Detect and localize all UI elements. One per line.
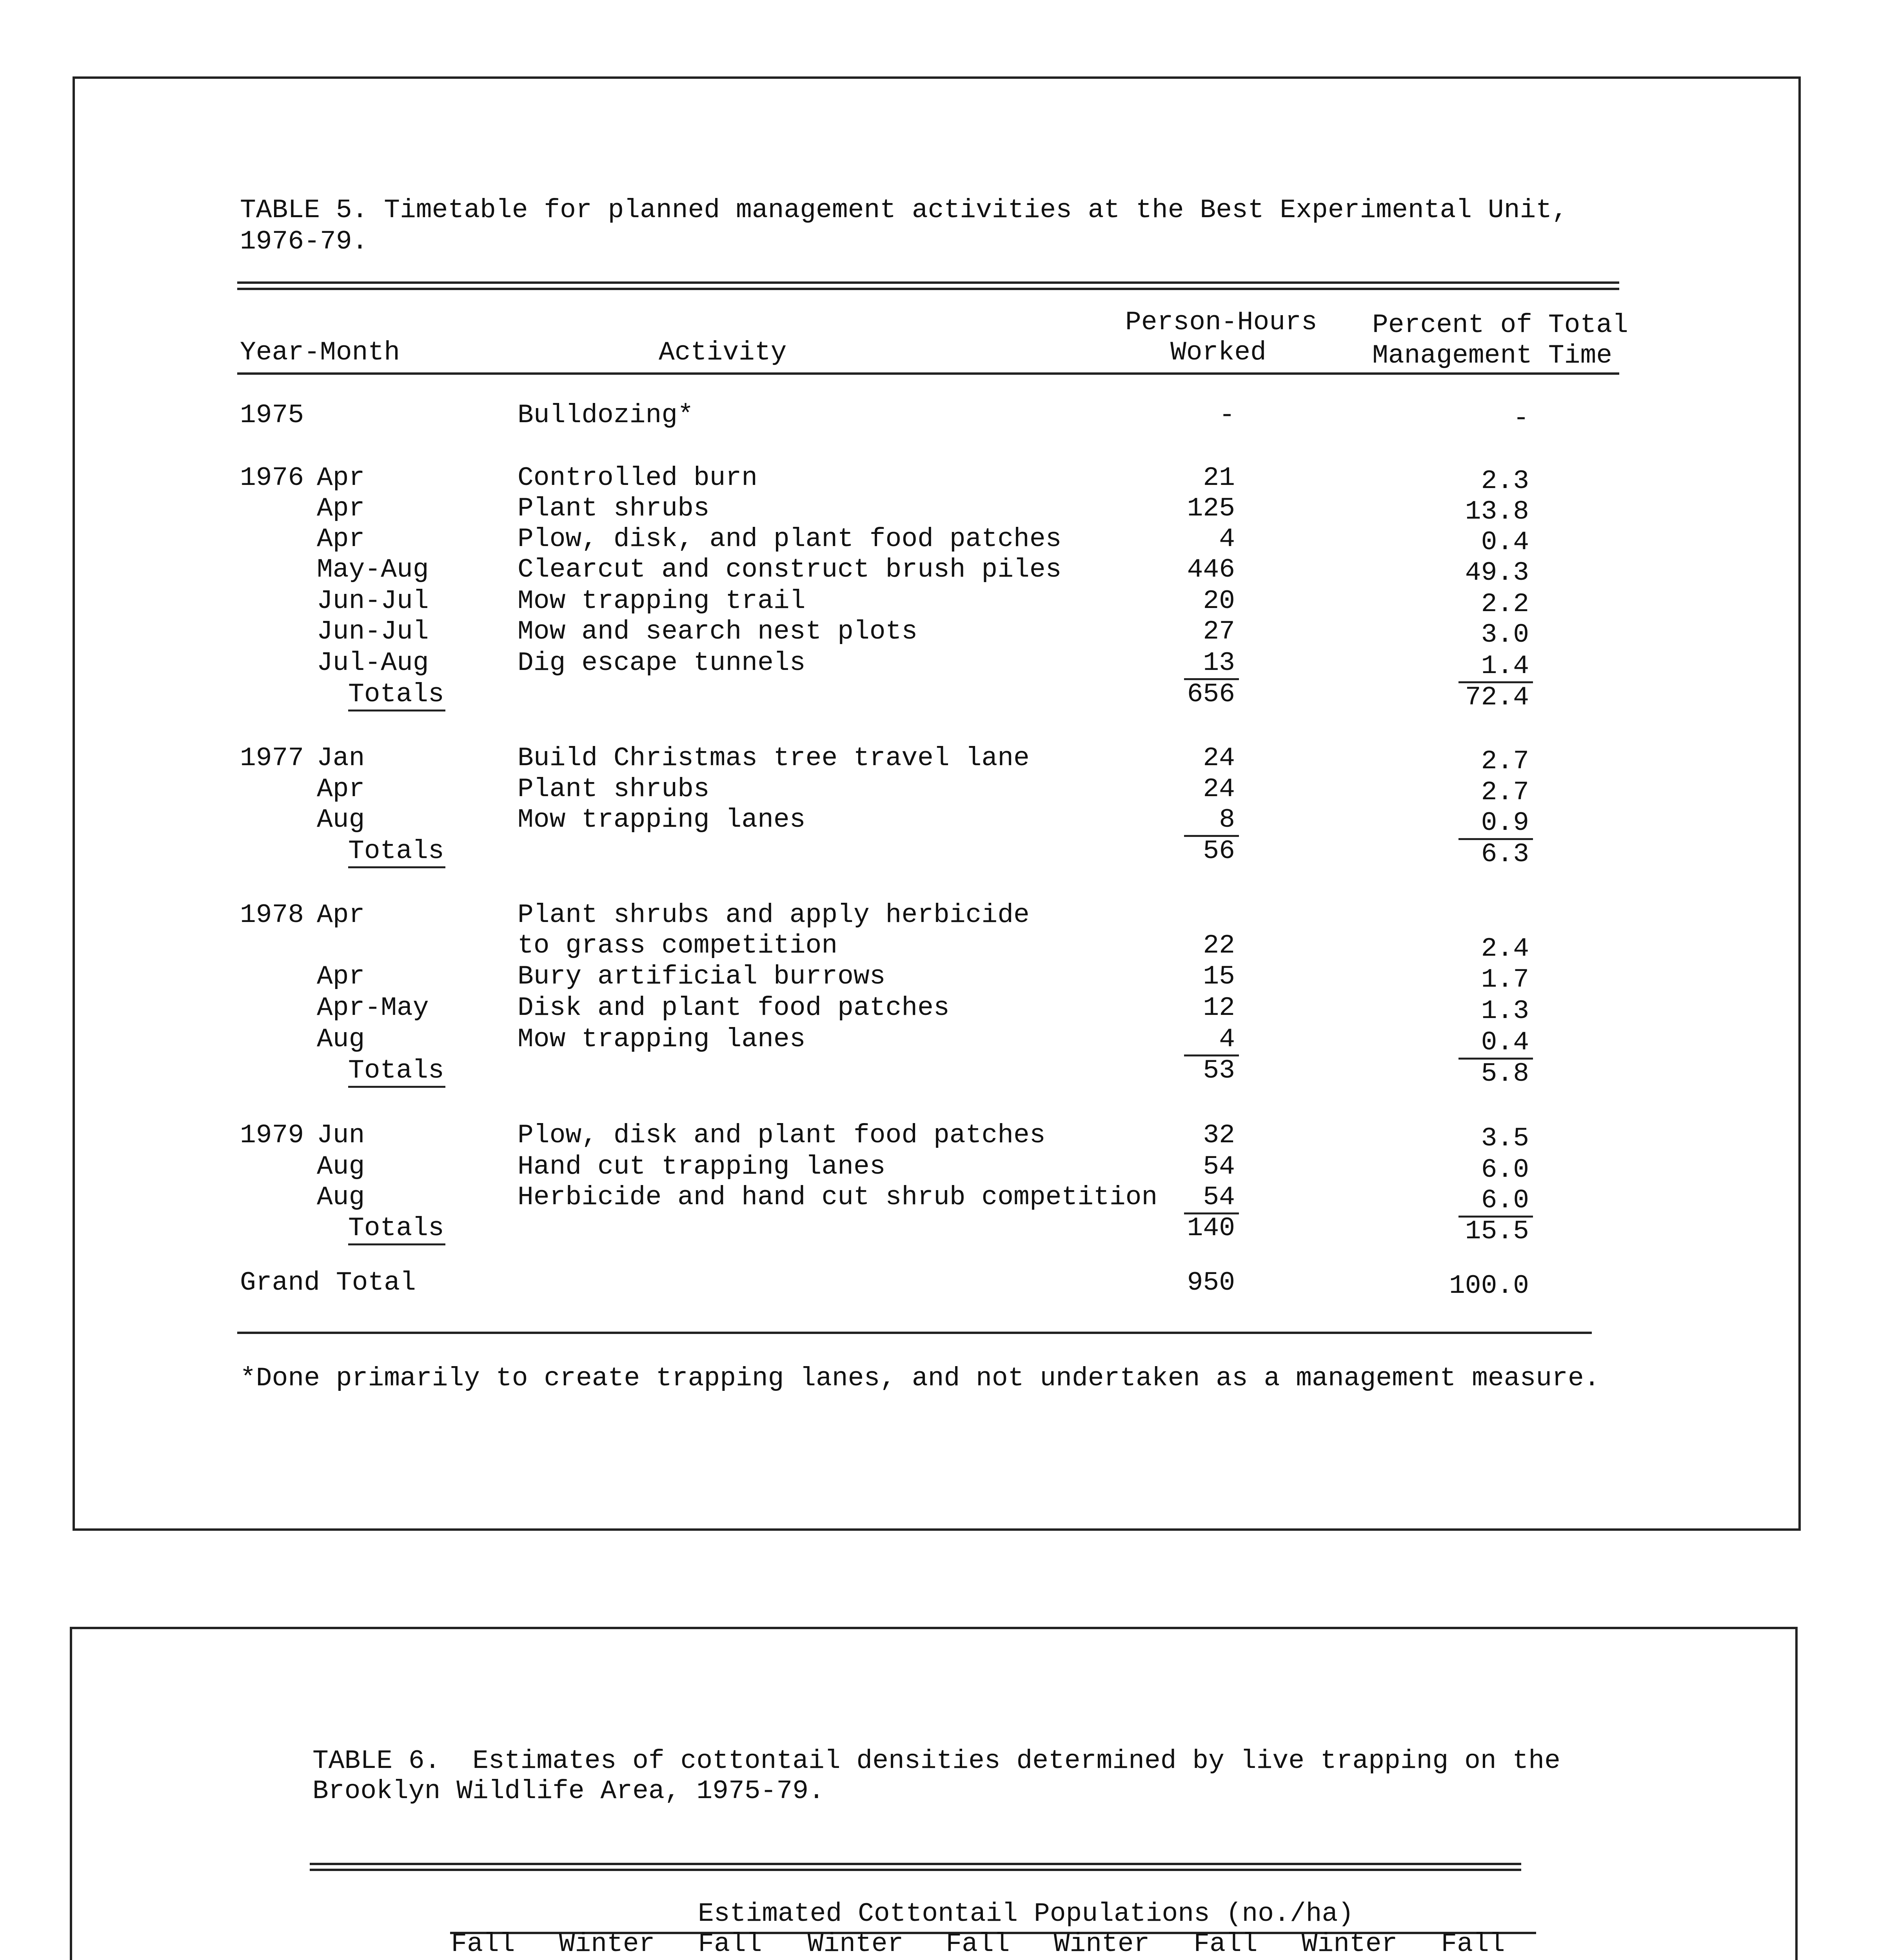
table5-pct: -	[1513, 403, 1529, 434]
table5-month: Apr	[317, 962, 365, 992]
table5-footnote: *Done primarily to create trapping lanes, and not undertaken as a management measure.	[240, 1363, 1600, 1394]
table6-caption-line2: Brooklyn Wildlife Area, 1975-79.	[312, 1776, 825, 1806]
table6-col-season: Winter	[1301, 1929, 1398, 1959]
totals-underline	[348, 1243, 445, 1245]
table5-month: Aug	[317, 805, 365, 835]
table5-hours: 13	[1203, 648, 1235, 678]
table5-hours: 22	[1203, 931, 1235, 961]
table5-pct: 2.4	[1481, 934, 1529, 964]
table5-pct: 72.4	[1465, 682, 1529, 713]
table5-pct: 49.3	[1465, 558, 1529, 588]
table5-activity: Disk and plant food patches	[518, 993, 950, 1023]
table5-pct: 0.4	[1481, 1027, 1529, 1058]
table6-col-season: Winter	[807, 1929, 904, 1959]
table5-pct: 13.8	[1465, 497, 1529, 527]
table5-month: Apr	[317, 774, 365, 804]
table5-top-rule-2	[237, 288, 1619, 290]
table5-totals-label: Totals	[348, 836, 444, 866]
table5-activity: Plow, disk and plant food patches	[518, 1120, 1046, 1151]
totals-underline	[348, 1086, 445, 1088]
table5-top-rule	[237, 281, 1619, 284]
table5-totals-label: Totals	[348, 679, 444, 710]
table5-year: 1975	[240, 400, 304, 430]
table5-hours: 4	[1219, 524, 1235, 554]
table5-month: Aug	[317, 1024, 365, 1054]
table6-group-header: Estimated Cottontail Populations (no./ha)	[698, 1899, 1354, 1929]
table5-activity: Plant shrubs	[518, 774, 710, 804]
table5-caption-line1: TABLE 5. Timetable for planned management activities at the Best Experimental Unit,	[240, 195, 1568, 225]
table5-activity: Dig escape tunnels	[518, 648, 806, 678]
table5-pct: 2.7	[1481, 746, 1529, 777]
table5-hours: 4	[1219, 1024, 1235, 1054]
table5-month: Jun-Jul	[317, 586, 429, 616]
table5-hours: 656	[1187, 679, 1235, 710]
table5-header-hours-1: Person-Hours	[1125, 307, 1317, 338]
table5-pct: 1.3	[1481, 996, 1529, 1026]
table6-col-season: Fall	[946, 1929, 1010, 1959]
table5-month: Apr-May	[317, 993, 429, 1023]
table5-year: 1979	[240, 1120, 304, 1151]
table5-pct: 6.0	[1481, 1185, 1529, 1216]
table5-hours: 24	[1203, 743, 1235, 773]
table5-activity: to grass competition	[518, 931, 838, 961]
table5-hours: 125	[1187, 494, 1235, 524]
table5-activity: Mow trapping lanes	[518, 1024, 806, 1054]
table5-hours: 446	[1187, 555, 1235, 585]
table6-caption-line1: TABLE 6. Estimates of cottontail densities determined by live trapping on the	[312, 1746, 1560, 1776]
table6-col-season: Fall	[1193, 1929, 1258, 1959]
table6-col-season: Fall	[451, 1929, 515, 1959]
table5-grand-total-pct: 100.0	[1449, 1271, 1529, 1301]
table5-grand-total-label: Grand Total	[240, 1268, 416, 1298]
table5-caption-line2: 1976-79.	[240, 227, 368, 257]
table5-header-activity: Activity	[659, 338, 787, 368]
table5-pct: 3.5	[1481, 1123, 1529, 1154]
table5-header-pct-1: Percent of Total	[1372, 310, 1628, 340]
table5-totals-label: Totals	[348, 1056, 444, 1086]
table5-activity: Bury artificial burrows	[518, 962, 886, 992]
table5-month: Apr	[317, 463, 365, 493]
table5-hours: -	[1219, 400, 1235, 430]
table5-pct: 1.4	[1481, 651, 1529, 681]
table5-month: Aug	[317, 1152, 365, 1182]
table5-pct: 5.8	[1481, 1059, 1529, 1089]
table5-header-pct-2: Management Time	[1372, 341, 1613, 371]
table5-pct: 0.4	[1481, 527, 1529, 557]
table5-year: 1978	[240, 900, 304, 930]
table6-top-rule-2	[310, 1869, 1521, 1871]
table5-hours: 21	[1203, 463, 1235, 493]
table5-activity: Clearcut and construct brush piles	[518, 555, 1062, 585]
table5-pct: 3.0	[1481, 620, 1529, 650]
totals-underline	[348, 866, 445, 868]
table6-col-season: Fall	[698, 1929, 762, 1959]
table5-activity: Plow, disk, and plant food patches	[518, 524, 1062, 554]
table5-year: 1977	[240, 743, 304, 773]
table5-hours: 20	[1203, 586, 1235, 616]
table5-hours: 15	[1203, 962, 1235, 992]
table5-month: Apr	[317, 494, 365, 524]
table5-pct: 1.7	[1481, 965, 1529, 995]
table5-year: 1976	[240, 463, 304, 493]
table5-pct: 2.7	[1481, 777, 1529, 808]
table5-month: May-Aug	[317, 555, 429, 585]
table5-activity: Hand cut trapping lanes	[518, 1152, 886, 1182]
table5-header-year-month: Year-Month	[240, 338, 400, 368]
table5-month: Jul-Aug	[317, 648, 429, 678]
table5-bottom-rule	[237, 1332, 1592, 1334]
table5-hours: 12	[1203, 993, 1235, 1023]
table5-hours: 140	[1187, 1213, 1235, 1243]
table6-col-season: Winter	[1053, 1929, 1150, 1959]
table5-activity: Plant shrubs	[518, 494, 710, 524]
table5-activity: Mow and search nest plots	[518, 617, 918, 647]
table5-hours: 32	[1203, 1120, 1235, 1151]
table5-pct: 15.5	[1465, 1216, 1529, 1247]
table5-month: Apr	[317, 524, 365, 554]
table5-hours: 8	[1219, 805, 1235, 835]
table5-header-hours-2: Worked	[1170, 338, 1266, 368]
totals-underline	[348, 710, 445, 711]
table5-hours: 54	[1203, 1152, 1235, 1182]
table5-month: Jan	[317, 743, 365, 773]
table5-activity: Plant shrubs and apply herbicide	[518, 900, 1030, 930]
table5-activity: Herbicide and hand cut shrub competition	[518, 1182, 1158, 1212]
table5-activity: Controlled burn	[518, 463, 758, 493]
table5-month: Aug	[317, 1182, 365, 1212]
table5-hours: 24	[1203, 774, 1235, 804]
table5-hours: 27	[1203, 617, 1235, 647]
table5-pct: 2.3	[1481, 466, 1529, 496]
table5-grand-total-hours: 950	[1187, 1268, 1235, 1298]
table6-col-season: Fall	[1441, 1929, 1505, 1959]
table5-hours: 53	[1203, 1056, 1235, 1086]
table5-month: Jun-Jul	[317, 617, 429, 647]
table5-totals-label: Totals	[348, 1213, 444, 1243]
table6-col-season: Winter	[559, 1929, 655, 1959]
table6-top-rule	[310, 1863, 1521, 1865]
table5-activity: Mow trapping lanes	[518, 805, 806, 835]
table5-hours: 56	[1203, 836, 1235, 866]
table5-pct: 6.3	[1481, 839, 1529, 869]
table5-hours: 54	[1203, 1182, 1235, 1212]
table5-month: Jun	[317, 1120, 365, 1151]
table5-header-rule	[237, 372, 1619, 375]
table5-pct: 0.9	[1481, 808, 1529, 838]
table5-activity: Build Christmas tree travel lane	[518, 743, 1030, 773]
table5-activity: Mow trapping trail	[518, 586, 806, 616]
table5-pct: 6.0	[1481, 1155, 1529, 1185]
table5-month: Apr	[317, 900, 365, 930]
table5-pct: 2.2	[1481, 589, 1529, 619]
table5-activity: Bulldozing*	[518, 400, 694, 430]
